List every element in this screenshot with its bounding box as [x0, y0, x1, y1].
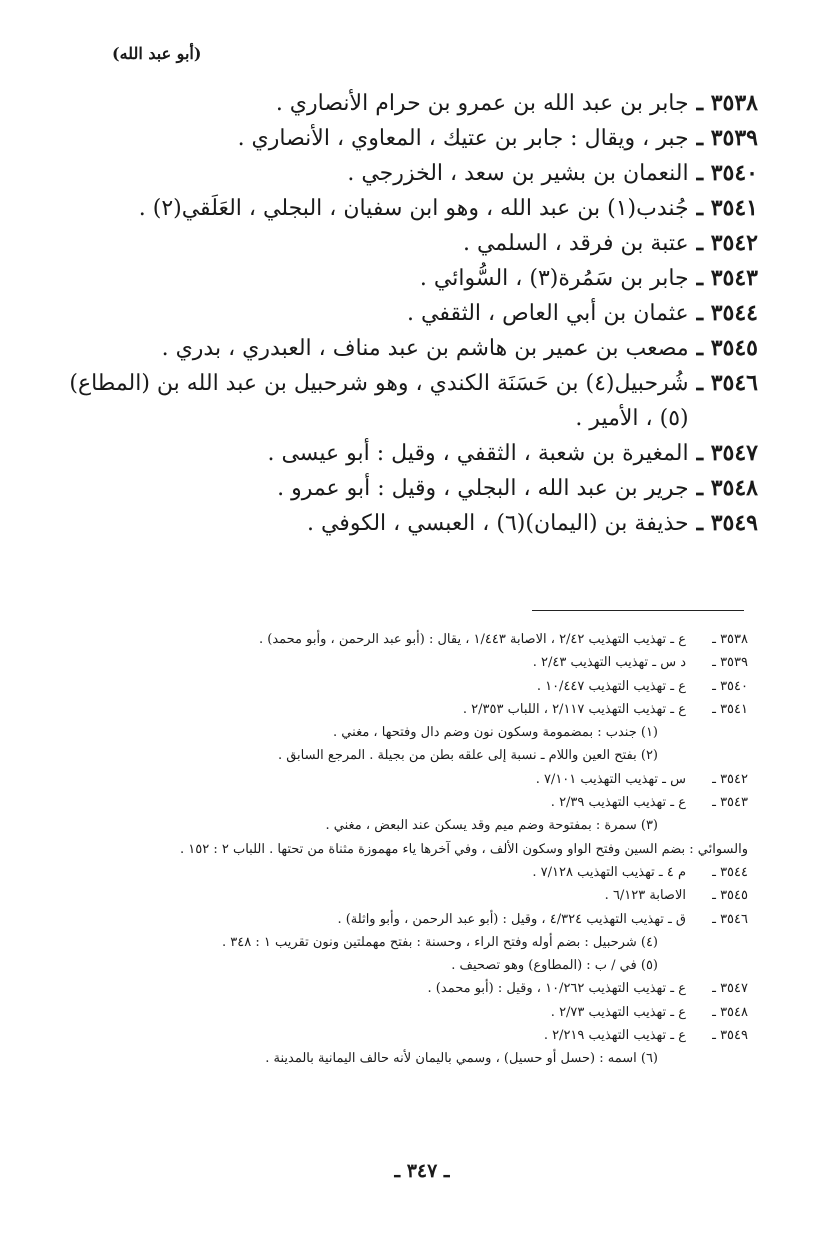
- footnote: [108, 721, 748, 744]
- entry-number: ٣٥٤٣ ـ: [696, 265, 758, 291]
- note-text: م ٤ ـ تهذيب التهذيب ٧/١٢٨ .: [532, 864, 686, 880]
- entry-number: ٣٥٤٩ ـ: [696, 510, 758, 536]
- reference-note: [108, 651, 748, 674]
- entry-number: ٣٥٤٢ ـ: [696, 230, 758, 256]
- note-number: ٣٥٤٢ ـ: [712, 771, 748, 787]
- entry: [68, 86, 758, 121]
- note-text: ع ـ تهذيب التهذيب ٢/١١٧ ، اللباب ٢/٣٥٣ .: [462, 701, 686, 717]
- footnotes: [108, 628, 748, 1071]
- note-text: ع ـ تهذيب التهذيب ١٠/٤٤٧ .: [536, 678, 686, 694]
- entry: [68, 261, 758, 296]
- entry-number: ٣٥٤٥ ـ: [696, 335, 758, 361]
- entry: [68, 191, 758, 226]
- entry: [68, 506, 758, 541]
- entry-text: عثمان بن أبي العاص ، الثقفي .: [407, 301, 689, 326]
- note-number: ٣٥٣٩ ـ: [712, 655, 748, 671]
- note-text: ع ـ تهذيب التهذيب ٢/٢١٩ .: [543, 1028, 686, 1044]
- entry-number: ٣٥٤٤ ـ: [696, 300, 758, 326]
- note-number: ٣٥٤٥ ـ: [712, 888, 748, 904]
- note-number: ٣٥٤٩ ـ: [712, 1028, 748, 1044]
- reference-note: [108, 908, 748, 931]
- note-number: ٣٥٤٤ ـ: [712, 864, 748, 880]
- entry-number: ٣٥٤٠ ـ: [696, 160, 758, 186]
- entry: [68, 156, 758, 191]
- entry-text: مصعب بن عمير بن هاشم بن عبد مناف ، العبدري ، بدري .: [161, 336, 689, 361]
- note-number: ٣٥٤٠ ـ: [712, 678, 748, 694]
- footnote-divider: [532, 610, 744, 611]
- footnote: [108, 1047, 748, 1070]
- entry-text: جبر ، ويقال : جابر بن عتيك ، المعاوي ، الأنصاري .: [237, 126, 689, 151]
- entry-number: ٣٥٣٨ ـ: [696, 90, 758, 116]
- note-number: ٣٥٤١ ـ: [712, 701, 748, 717]
- footnote: [108, 814, 748, 837]
- entry-text: النعمان بن بشير بن سعد ، الخزرجي .: [347, 161, 689, 186]
- note-number: ٣٥٤٨ ـ: [712, 1004, 748, 1020]
- note-text: ع ـ تهذيب التهذيب ٢/٧٣ .: [550, 1004, 686, 1020]
- note-text: ع ـ تهذيب التهذيب ٢/٣٩ .: [550, 795, 686, 811]
- entry: [68, 471, 758, 506]
- page-number: ـ ٣٤٧ ـ: [394, 1160, 450, 1182]
- note-text: س ـ تهذيب التهذيب ٧/١٠١ .: [535, 771, 686, 787]
- note-text: ق ـ تهذيب التهذيب ٤/٣٢٤ ، وقيل : (أبو عبد الرحمن ، وأبو واثلة) .: [337, 911, 686, 927]
- note-text: والسوائي : بضم السين وفتح الواو وسكون الألف ، وفي آخرها ياء مهموزة مثناة من تحتها . اللباب ٢ : ١٥٢ .: [179, 841, 748, 857]
- reference-note: [108, 675, 748, 698]
- reference-note: [108, 628, 748, 651]
- reference-note: [108, 791, 748, 814]
- reference-note: [108, 1001, 748, 1024]
- note-text: (٢) بفتح العين واللام ـ نسبة إلى علقه بطن من بجيلة . المرجع السابق .: [277, 748, 658, 764]
- note-text: (١) جندب : بمضمومة وسكون نون وضم دال وفتحها ، مغني .: [333, 725, 658, 741]
- entry: [68, 436, 758, 471]
- entry-text: عتبة بن فرقد ، السلمي .: [462, 231, 689, 256]
- reference-note: [108, 977, 748, 1000]
- entry-number: ٣٥٤٦ ـ: [696, 370, 758, 396]
- note-text: (٤) شرحبيل : بضم أوله وفتح الراء ، وحسنة : بفتح مهملتين ونون تقريب ١ : ٣٤٨ .: [222, 934, 658, 950]
- footnote: [108, 954, 748, 977]
- note-text: ع ـ تهذيب التهذيب ٢/٤٢ ، الاصابة ١/٤٤٣ ، يقال : (أبو عبد الرحمن ، وأبو محمد) .: [258, 632, 686, 647]
- entry-text: جُندب(١) بن عبد الله ، وهو ابن سفيان ، البجلي ، العَلَقي(٢) .: [138, 196, 689, 221]
- running-head: (أبو عبد الله): [112, 44, 202, 63]
- reference-note: [108, 768, 748, 791]
- reference-note: [108, 884, 748, 907]
- entry-number: ٣٥٤٨ ـ: [696, 475, 758, 501]
- note-text: (٦) اسمه : (حسل أو حسيل) ، وسمي باليمان لأنه حالف اليمانية بالمدينة .: [265, 1051, 658, 1067]
- note-text: د س ـ تهذيب التهذيب ٢/٤٣ .: [532, 655, 686, 671]
- entry-number: ٣٥٤٧ ـ: [696, 440, 758, 466]
- entry-text: جابر بن سَمُرة(٣) ، السُّوائي .: [419, 266, 689, 291]
- entry: [68, 226, 758, 261]
- entries-list: [68, 86, 758, 541]
- footnote: [108, 931, 748, 954]
- note-text: ع ـ تهذيب التهذيب ١٠/٢٦٢ ، وقيل : (أبو محمد) .: [427, 981, 686, 997]
- reference-note: [108, 1024, 748, 1047]
- note-text: (٣) سمرة : بمفتوحة وضم ميم وقد يسكن عند البعض ، مغني .: [325, 818, 658, 834]
- entry: [68, 366, 758, 436]
- entry: [68, 331, 758, 366]
- footnote: [108, 744, 748, 767]
- entry-text: جابر بن عبد الله بن عمرو بن حرام الأنصاري .: [275, 91, 689, 116]
- entry: [68, 121, 758, 156]
- note-text: الاصابة ٦/١٢٣ .: [604, 888, 686, 904]
- reference-note: [108, 861, 748, 884]
- note-text: (٥) في / ب : (المطاوع) وهو تصحيف .: [451, 958, 658, 974]
- entry-text: حذيفة بن (اليمان)(٦) ، العبسي ، الكوفي .: [306, 511, 689, 536]
- reference-note: [108, 698, 748, 721]
- entry-number: ٣٥٤١ ـ: [696, 195, 758, 221]
- entry-text: شُرحبيل(٤) بن حَسَنَة الكندي ، وهو شرحبيل بن عبد الله بن (المطاع)(٥) ، الأمير .: [69, 371, 689, 431]
- entry: [68, 296, 758, 331]
- note-number: ٣٥٤٣ ـ: [712, 795, 748, 811]
- entry-number: ٣٥٣٩ ـ: [696, 125, 758, 151]
- entry-text: جرير بن عبد الله ، البجلي ، وقيل : أبو عمرو .: [277, 476, 689, 501]
- note-number: ٣٥٤٧ ـ: [712, 981, 748, 997]
- entry-text: المغيرة بن شعبة ، الثقفي ، وقيل : أبو عيسى .: [267, 441, 689, 466]
- note-number: ٣٥٤٦ ـ: [712, 911, 748, 927]
- note-number: ٣٥٣٨ ـ: [712, 632, 748, 647]
- footnote: [108, 838, 748, 861]
